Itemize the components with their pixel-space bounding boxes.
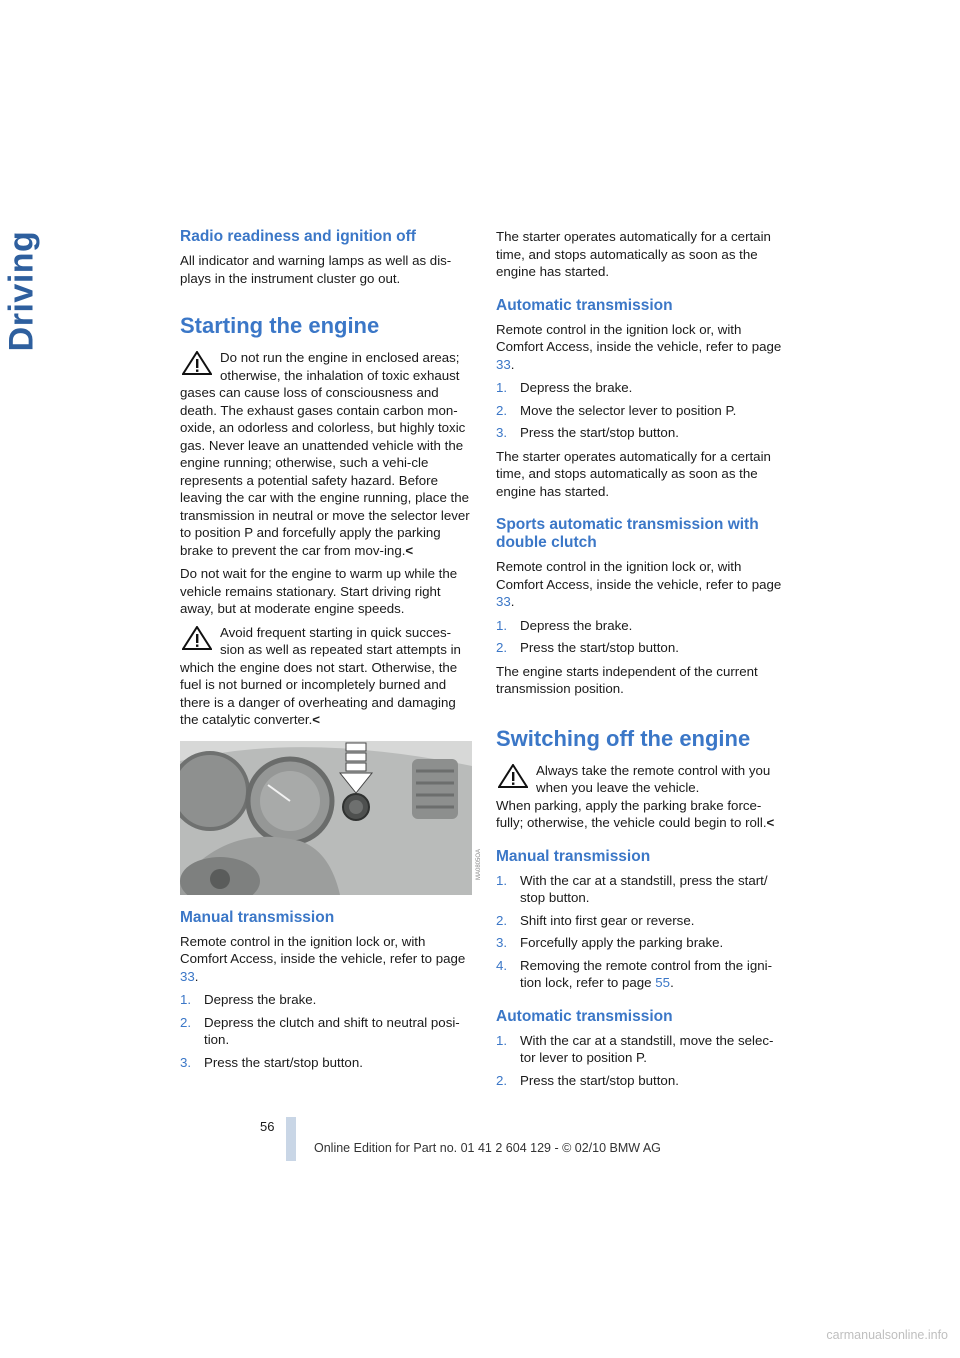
footer-edition-text: Online Edition for Part no. 01 41 2 604 129 - © 02/10 BMW AG <box>314 1141 661 1155</box>
step-text: Forcefully apply the parking brake. <box>520 935 724 950</box>
step-text: Press the start/stop button. <box>520 640 679 655</box>
warning-frequent-starting <box>180 624 472 729</box>
step-text: Depress the brake. <box>204 992 317 1007</box>
step-number: 2. <box>496 402 508 418</box>
step-number: 3. <box>496 425 508 440</box>
chapter-side-title <box>0 230 44 352</box>
watermark: carmanualsonline.info <box>826 1328 948 1342</box>
list-item <box>180 1054 472 1072</box>
paragraph-starter-operates: The starter operates automatically for a certain time, and stops automatically as soon as the engine has started. <box>496 229 771 279</box>
off-auto-steps-list <box>496 1032 788 1090</box>
step-text: Depress the brake. <box>520 617 633 633</box>
list-item <box>496 639 788 657</box>
step-text: With the car at a standstill, press the start/ stop button. <box>520 872 768 905</box>
heading-sports-automatic: Sports automatic transmission with double clutch <box>496 516 759 551</box>
list-item <box>496 1032 788 1067</box>
heading-automatic-transmission: Automatic transmission <box>496 296 673 314</box>
heading-radio-readiness: Radio readiness and ignition off <box>180 228 416 245</box>
warning-enclosed-areas <box>180 349 472 559</box>
step-number: 1. <box>496 1032 508 1048</box>
step-text: Press the start/stop button. <box>520 1072 679 1088</box>
paragraph-sports-remote: Remote control in the ignition lock or, with Comfort Access, inside the vehicle, refer to page 33. <box>496 559 782 609</box>
page-link-33[interactable]: 33 <box>496 356 511 372</box>
step-text: Depress the clutch and shift to neutral posi-tion. <box>204 1014 460 1047</box>
step-text: Move the selector lever to position P. <box>520 402 737 418</box>
figure-code: MA0805OA <box>476 848 482 880</box>
step-number: 1. <box>496 380 508 395</box>
off-manual-steps-list <box>496 872 788 992</box>
step-number: 4. <box>496 957 508 973</box>
paragraph-starter-operates-2: The starter operates automatically for a certain time, and stops automatically as soon as the engine has started. <box>496 448 771 499</box>
paragraph-manual-remote-text: Remote control in the ignition lock or, with Comfort Access, inside the vehicle, refer to page <box>180 933 466 966</box>
step-text: With the car at a standstill, move the selec-tor lever to position P. <box>520 1032 774 1065</box>
list-item <box>180 1014 472 1049</box>
paragraph-engine-starts-independent: The engine starts independent of the current transmission position. <box>496 663 758 696</box>
heading-manual-transmission: Manual transmission <box>180 908 335 926</box>
list-item <box>496 934 788 952</box>
warning-remote-control-text: Always take the remote control with you when you leave the vehicle. <box>536 762 771 795</box>
list-item: 4. Removing the remote control from the igni-tion lock, refer to page 55. <box>496 957 773 990</box>
auto-steps-list <box>496 379 788 442</box>
step-number: 2. <box>180 1014 192 1030</box>
step-number: 3. <box>496 935 508 950</box>
manual-steps-list <box>180 991 472 1071</box>
step-number: 2. <box>496 912 508 928</box>
warning-triangle-icon <box>182 351 212 375</box>
step-text: Press the start/stop button. <box>204 1054 363 1070</box>
footer-accent-bar <box>286 1117 296 1161</box>
list-item <box>496 912 788 930</box>
page-link-33[interactable]: 33 <box>180 968 195 984</box>
step-number: 1. <box>496 872 508 888</box>
step-text: Shift into first gear or reverse. <box>520 912 695 928</box>
warning-triangle-icon <box>498 764 528 788</box>
page-number: 56 <box>260 1119 275 1134</box>
left-column <box>180 228 472 1077</box>
step-text: Depress the brake. <box>520 380 633 395</box>
list-item <box>496 379 788 397</box>
page-link-33[interactable]: 33 <box>496 594 511 609</box>
paragraph-auto-remote-text: Remote control in the ignition lock or, with Comfort Access, inside the vehicle, refer to page <box>496 321 782 354</box>
list-item <box>496 424 788 442</box>
paragraph-warm-up: Do not wait for the engine to warm up while the vehicle remains stationary. Start driving right away, but at moderate engine speeds. <box>180 566 458 616</box>
step-text: Removing the remote control from the igni-tion lock, refer to page <box>520 957 773 990</box>
list-item <box>496 872 788 907</box>
heading-starting-engine: Starting the engine <box>180 313 380 338</box>
sports-steps-list <box>496 617 788 657</box>
paragraph-sports-remote-text: Remote control in the ignition lock or, with Comfort Access, inside the vehicle, refer to page <box>496 559 782 592</box>
warning-enclosed-areas-text: Do not run the engine in enclosed areas; otherwise, the inhalation of toxic exhaust gases can cause loss of consciousness and death. The exhaust gases contain carbon mon-oxide, an odorless and colorless, but highly toxic gas. Never leave an unattended vehicle with the engine running; otherwise, such a vehi-cle represents a potential safety hazard. Before leaving the car with the engine running, place the transmission in neutral or move the selector lever to position P and forcefully apply the parking brake to prevent the car from mov-ing. <box>180 350 470 558</box>
warning-remote-control <box>496 762 788 832</box>
heading-off-automatic-transmission: Automatic transmission <box>496 1007 673 1025</box>
list-item <box>180 991 472 1009</box>
list-item <box>496 402 788 420</box>
list-item <box>496 1072 788 1090</box>
step-number: 1. <box>496 617 508 633</box>
paragraph-auto-remote: Remote control in the ignition lock or, with Comfort Access, inside the vehicle, refer to page 33. <box>496 321 782 372</box>
warning-frequent-starting-text: Avoid frequent starting in quick succes-sion as well as repeated start attempts in which the engine does not start. Otherwise, the fuel is not burned or incompletely burned and there is a danger of overheating and damaging the catalytic converter. <box>180 624 461 727</box>
paragraph-indicator-lamps: All indicator and warning lamps as well as dis-plays in the instrument cluster go out. <box>180 253 452 286</box>
end-mark: < <box>405 542 414 558</box>
step-number: 2. <box>496 640 508 655</box>
step-number: 2. <box>496 1072 508 1088</box>
heading-off-manual-transmission: Manual transmission <box>496 847 651 865</box>
paragraph-manual-remote: Remote control in the ignition lock or, with Comfort Access, inside the vehicle, refer to page 33. <box>180 933 466 984</box>
heading-switching-off: Switching off the engine <box>496 725 751 751</box>
page-link-55[interactable]: 55 <box>655 975 671 990</box>
warning-parking-brake-text: When parking, apply the parking brake force-fully; otherwise, the vehicle could begin to roll. <box>496 797 767 830</box>
list-item <box>496 617 788 635</box>
dashboard-start-button-figure <box>180 741 472 895</box>
step-text: Press the start/stop button. <box>520 425 679 440</box>
step-number: 3. <box>180 1054 192 1070</box>
step-number: 1. <box>180 992 192 1007</box>
end-mark: < <box>312 712 321 727</box>
warning-triangle-icon <box>182 626 212 650</box>
chapter-side-title-text: Driving <box>2 230 41 352</box>
dashboard-illustration <box>180 741 472 895</box>
end-mark: < <box>766 815 775 830</box>
right-column <box>496 228 788 1095</box>
